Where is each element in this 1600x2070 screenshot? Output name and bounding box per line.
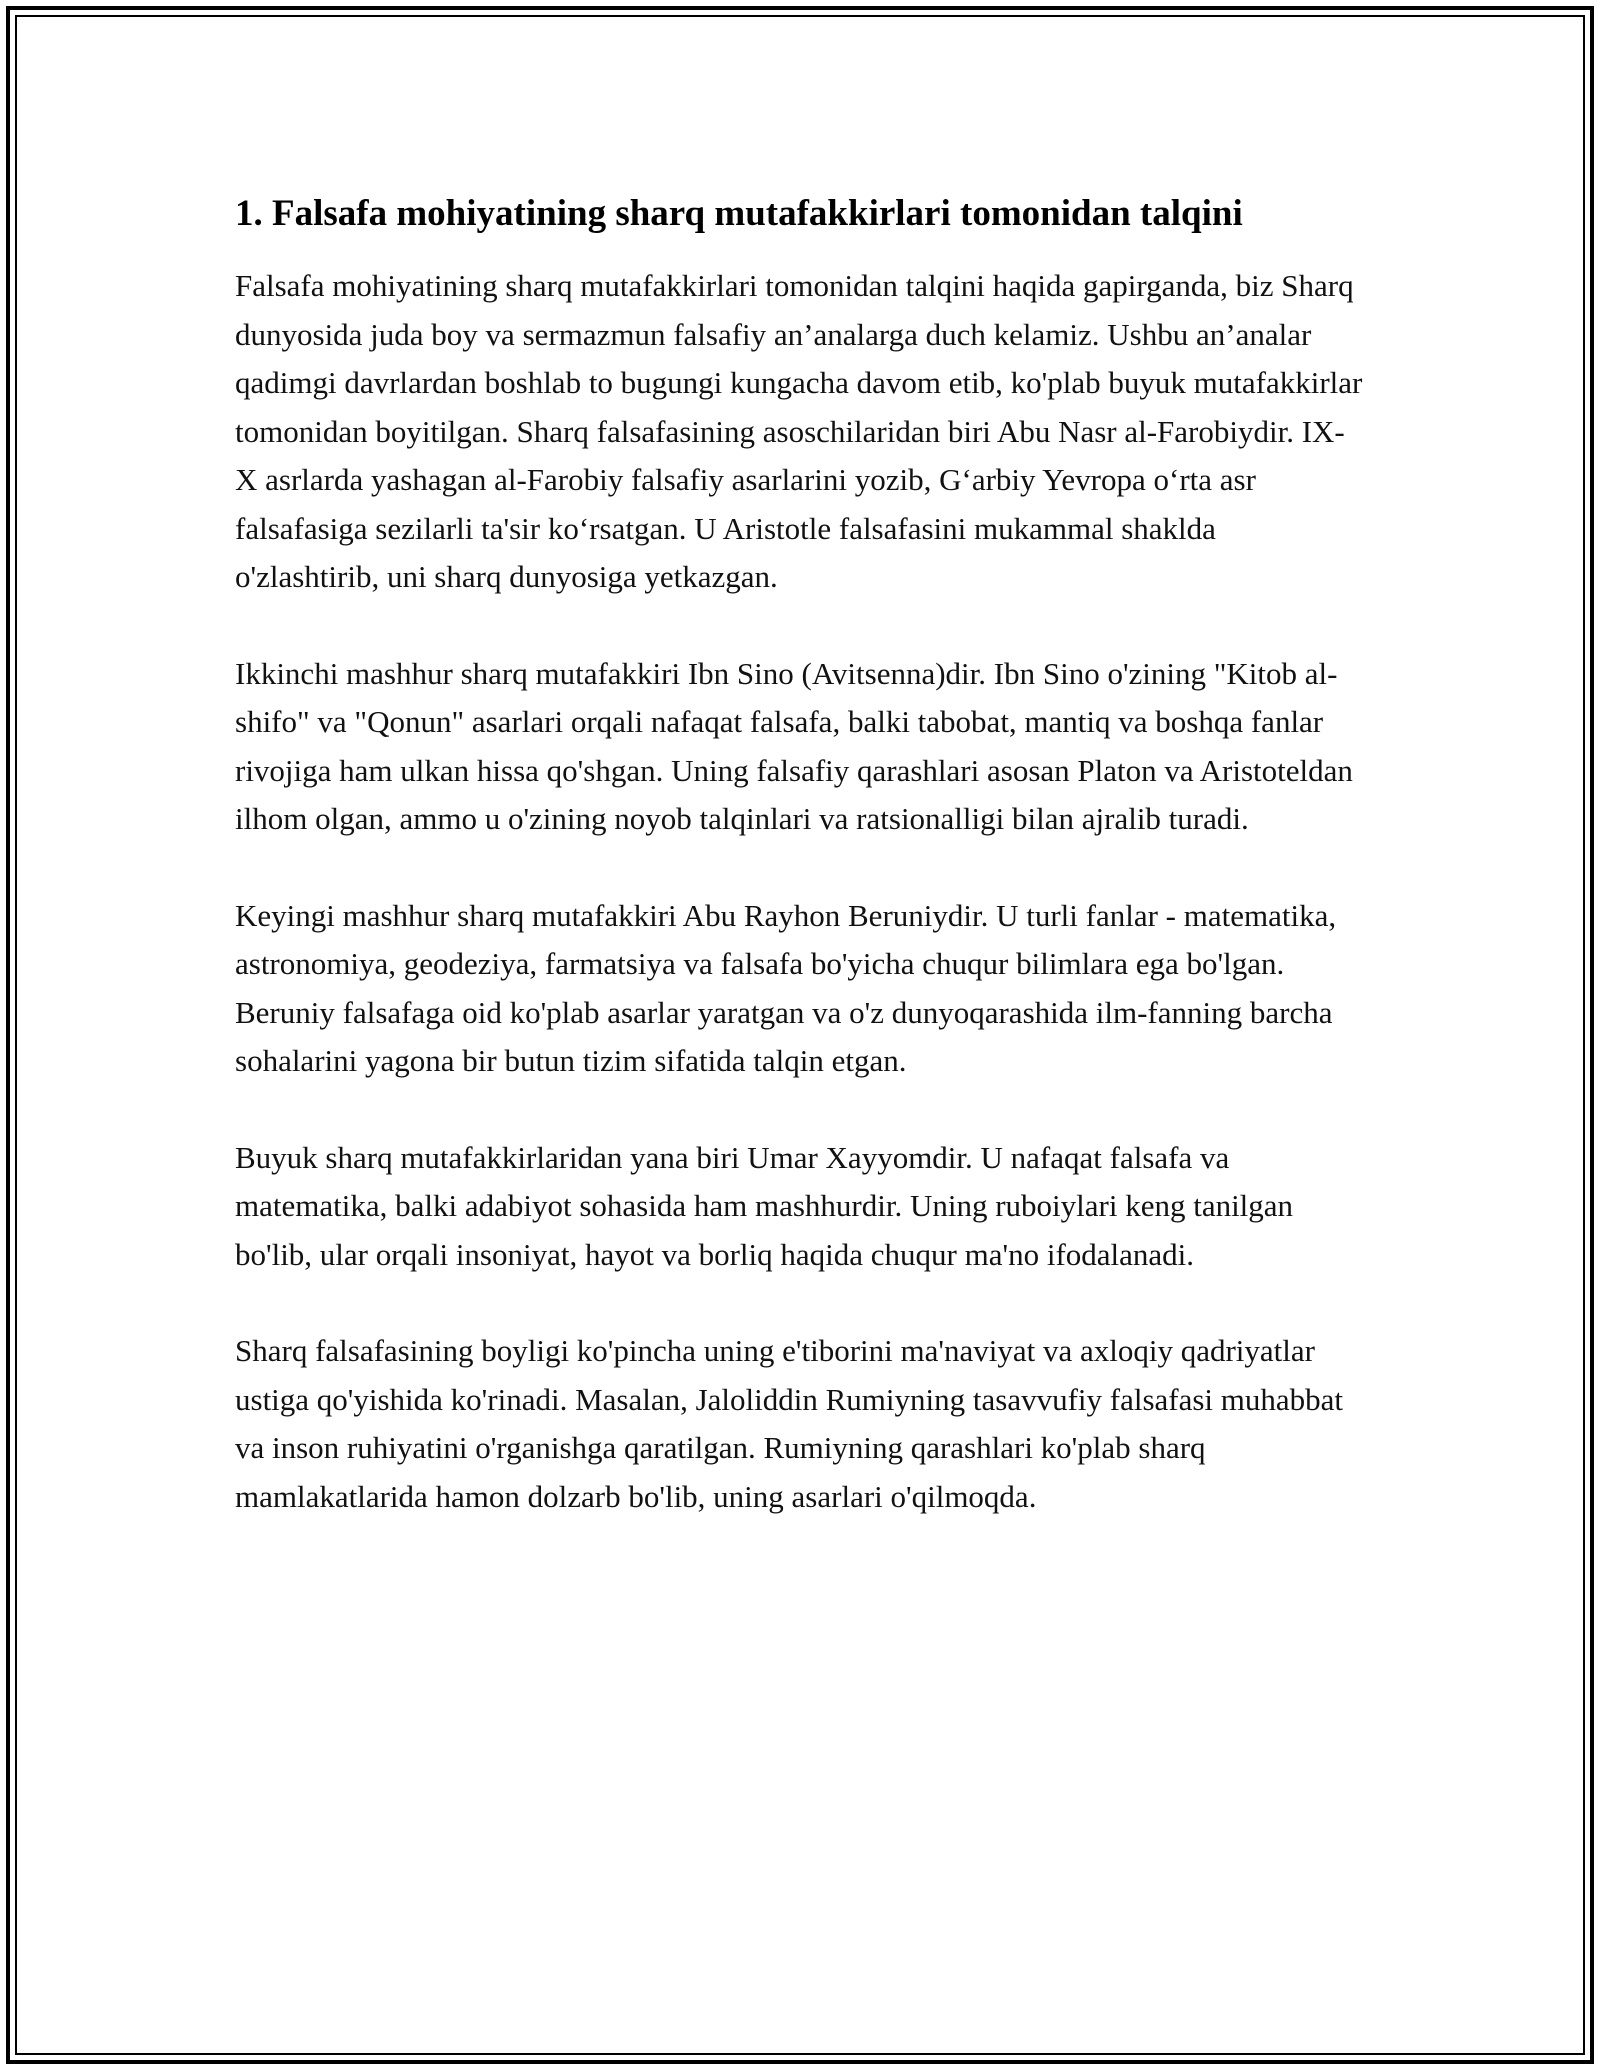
- section-heading: 1. Falsafa mohiyatining sharq mutafakkirlari tomonidan talqini: [235, 193, 1243, 234]
- paragraph-ibn-sino: Ikkinchi mashhur sharq mutafakkiri Ibn Sino (Avitsenna)dir. Ibn Sino o'zining "Kitob al-shifo" va "Qonun" asarlari orqali nafaqat falsafa, balki tabobat, mantiq va boshqa fanlar rivojiga ham ulkan hissa qo'shgan. Uning falsafiy qarashlari asosan Platon va Aristoteldan ilhom olgan, ammo u o'zining noyob talqinlari va ratsionalligi bilan ajralib turadi.: [235, 655, 1353, 836]
- paragraph-beruniy: Keyingi mashhur sharq mutafakkiri Abu Rayhon Beruniydir. U turli fanlar - matematika, astronomiya, geodeziya, farmatsiya va falsafa bo'yicha chuqur bilimlara ega bo'lgan. Beruniy falsafaga oid ko'plab asarlar yaratgan va o'z dunyoqarashida ilm-fanning barcha sohalarini yagona bir butun tizim sifatida talqin etgan.: [235, 897, 1337, 1078]
- document-body: [235, 186, 1365, 1521]
- paragraph-xayyom: Buyuk sharq mutafakkirlaridan yana biri Umar Xayyomdir. U nafaqat falsafa va matematika, balki adabiyot sohasida ham mashhurdir. Uning ruboiylari keng tanilgan bo'lib, ular orqali insoniyat, hayot va borliq haqida chuqur ma'no ifodalanadi.: [235, 1139, 1294, 1272]
- paragraph-rumiy: Sharq falsafasining boyligi ko'pincha uning e'tiborini ma'naviyat va axloqiy qadriyatlar ustiga qo'yishida ko'rinadi. Masalan, Jaloliddin Rumiyning tasavvufiy falsafasi muhabbat va inson ruhiyatini o'rganishga qaratilgan. Rumiyning qarashlari ko'plab sharq mamlakatlarida hamon dolzarb bo'lib, uning asarlari o'qilmoqda.: [235, 1333, 1344, 1514]
- paragraph-farobiy: Falsafa mohiyatining sharq mutafakkirlari tomonidan talqini haqida gapirganda, biz Sharq dunyosida juda boy va sermazmun falsafiy an’analarga duch kelamiz. Ushbu an’analar qadimgi davrlardan boshlab to bugungi kungacha davom etib, ko'plab buyuk mutafakkirlar tomonidan boyitilgan. Sharq falsafasining asoschilaridan biri Abu Nasr al-Farobiydir. IX-X asrlarda yashagan al-Farobiy falsafiy asarlarini yozib, G‘arbiy Yevropa o‘rta asr falsafasiga sezilarli ta'sir ko‘rsatgan. U Aristotle falsafasini mukammal shaklda o'zlashtirib, uni sharq dunyosiga yetkazgan.: [235, 268, 1363, 594]
